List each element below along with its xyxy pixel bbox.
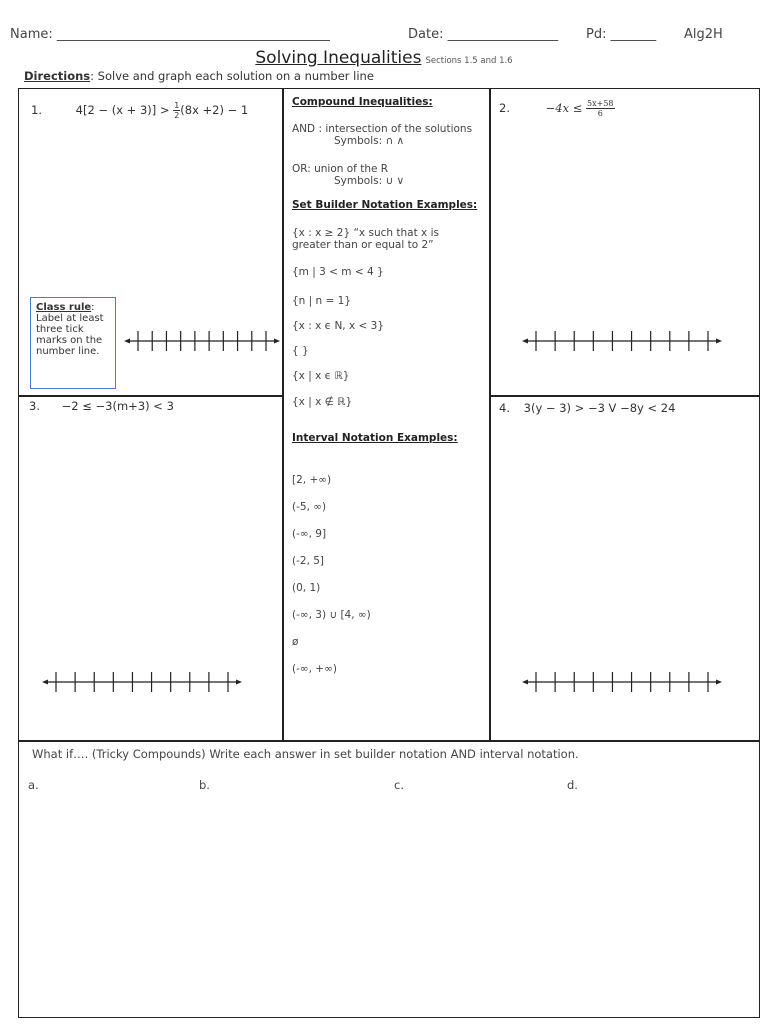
setbuilder-heading: Set Builder Notation Examples: xyxy=(292,199,478,211)
tricky-label-d: d. xyxy=(567,778,578,792)
title-main: Solving Inequalities xyxy=(255,48,422,68)
setbuilder-example-5: { } xyxy=(292,345,309,357)
arrow-right-icon xyxy=(716,680,722,685)
or-symbols: Symbols: ∪ ∨ xyxy=(334,175,405,187)
interval-example-3: (-∞, 9] xyxy=(292,528,327,540)
problem-1 xyxy=(31,101,248,120)
interval-example-7: ø xyxy=(292,636,299,648)
number-line-1 xyxy=(124,324,280,358)
setbuilder-example-4: {x : x ϵ N, x < 3} xyxy=(292,320,385,332)
setbuilder-example-2: {m | 3 < m < 4 } xyxy=(292,266,384,278)
problem-2-fraction xyxy=(586,99,614,118)
fraction-denominator: 2 xyxy=(174,111,180,120)
interval-heading: Interval Notation Examples: xyxy=(292,432,458,444)
directions-label: Directions xyxy=(24,69,91,83)
and-definition: AND : intersection of the solutions xyxy=(292,123,473,135)
number-line-4 xyxy=(522,665,722,699)
problem-1-expr-left: 4[2 − (x + 3)] > xyxy=(75,103,174,117)
fraction-denominator: 6 xyxy=(597,109,603,118)
interval-example-8: (-∞, +∞) xyxy=(292,663,337,675)
setbuilder-example-1-desc: greater than or equal to 2” xyxy=(292,239,434,251)
tricky-label-a: a. xyxy=(28,778,39,792)
arrow-left-icon xyxy=(124,339,130,344)
setbuilder-example-6: {x | x ϵ ℝ} xyxy=(292,370,350,382)
problem-2-expr-left: −4x ≤ xyxy=(545,101,587,115)
title-sections: Sections 1.5 and 1.6 xyxy=(425,56,513,66)
arrow-right-icon xyxy=(274,339,280,344)
tricky-compounds-prompt: What if…. (Tricky Compounds) Write each answer in set builder notation AND interval notation. xyxy=(32,747,579,761)
class-rule-box xyxy=(30,297,116,389)
setbuilder-example-1: {x : x ≥ 2} “x such that x is xyxy=(292,227,439,239)
interval-example-6: (-∞, 3) ∪ [4, ∞) xyxy=(292,609,371,621)
interval-example-4: (-2, 5] xyxy=(292,555,325,567)
problem-1-expr-right: (8x +2) − 1 xyxy=(180,103,249,117)
class-rule-title: Class rule xyxy=(36,302,92,313)
directions xyxy=(24,69,374,83)
and-symbols: Symbols: ∩ ∧ xyxy=(334,135,405,147)
setbuilder-example-7: {x | x ∉ ℝ} xyxy=(292,396,353,408)
middle-reference-column xyxy=(292,96,487,675)
problem-2 xyxy=(499,99,615,118)
number-line-2 xyxy=(522,324,722,358)
period-field: Pd: _______ xyxy=(586,27,657,42)
interval-example-2: (-5, ∞) xyxy=(292,501,327,513)
problem-4-expr: 3(y − 3) > −3 V −8y < 24 xyxy=(523,401,676,415)
fraction-numerator: 5x+58 xyxy=(587,99,614,108)
directions-text: : Solve and graph each solution on a number line xyxy=(90,69,374,83)
problem-3-expr: −2 ≤ −3(m+3) < 3 xyxy=(61,399,174,413)
arrow-left-icon xyxy=(522,680,528,685)
problem-1-number: 1. xyxy=(31,103,42,117)
problem-4 xyxy=(499,401,675,415)
arrow-left-icon xyxy=(42,680,48,685)
setbuilder-example-3: {n | n = 1} xyxy=(292,295,352,307)
compound-heading: Compound Inequalities: xyxy=(292,96,433,108)
problem-2-number: 2. xyxy=(499,101,510,115)
arrow-right-icon xyxy=(236,680,242,685)
problem-3-number: 3. xyxy=(29,399,40,413)
fraction-numerator: 1 xyxy=(174,101,180,110)
or-definition: OR: union of the R xyxy=(292,163,389,175)
date-field: Date: _________________ xyxy=(408,27,559,42)
page-title xyxy=(0,48,768,68)
divider-row-left xyxy=(18,395,283,397)
course-label: Alg2H xyxy=(684,27,723,42)
problem-4-number: 4. xyxy=(499,401,510,415)
number-line-3 xyxy=(42,665,242,699)
name-field: Name: __________________________________________ xyxy=(10,27,330,42)
arrow-right-icon xyxy=(716,339,722,344)
tricky-label-c: c. xyxy=(394,778,404,792)
divider-bottom-section xyxy=(18,740,760,742)
interval-example-1: [2, +∞) xyxy=(292,474,332,486)
class-rule-text: Label at least three tick marks on the number line. xyxy=(36,313,104,357)
divider-row-right xyxy=(489,395,760,397)
problem-3 xyxy=(29,399,174,413)
arrow-left-icon xyxy=(522,339,528,344)
interval-example-5: (0, 1) xyxy=(292,582,321,594)
divider-left xyxy=(282,88,284,742)
tricky-label-b: b. xyxy=(199,778,210,792)
divider-right xyxy=(489,88,491,742)
class-rule-colon: : xyxy=(91,302,95,313)
